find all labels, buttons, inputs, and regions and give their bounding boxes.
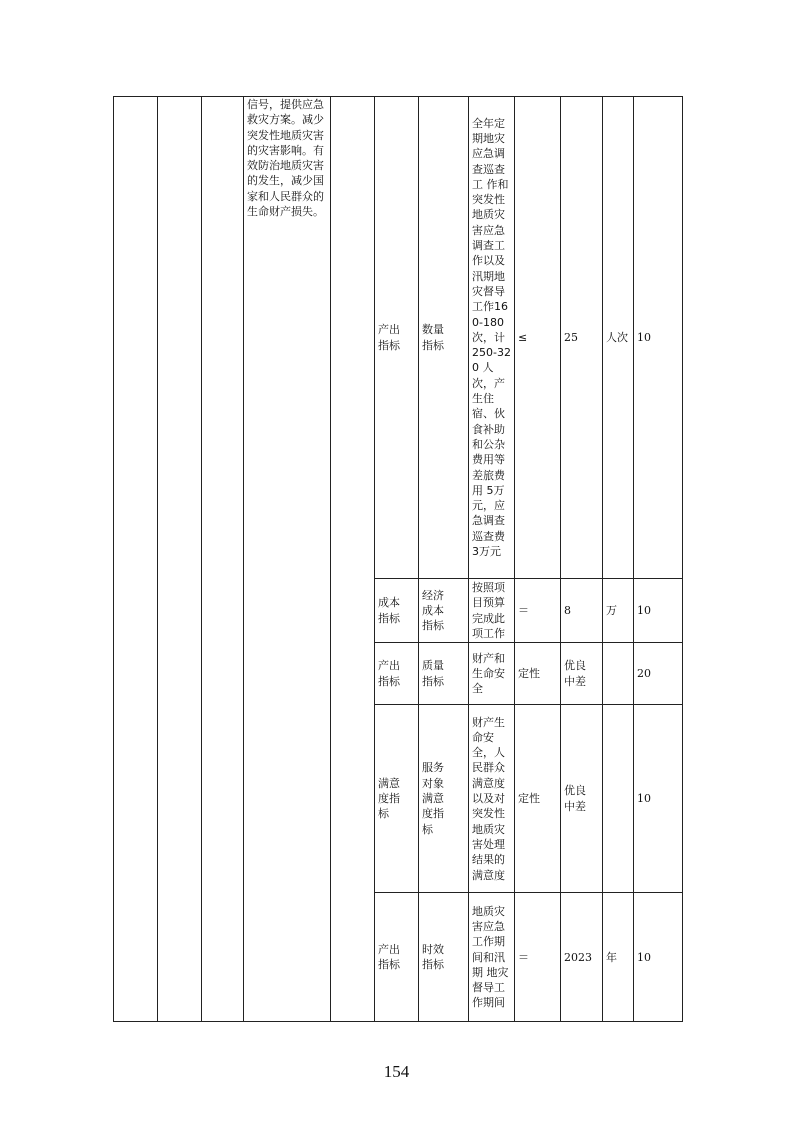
blank-cell (158, 97, 202, 1022)
unit-cell (603, 705, 634, 893)
operator-cell: 定性 (515, 643, 561, 705)
level2-indicator-cell: 质量 指标 (419, 643, 469, 705)
target-value-cell: 2023 (561, 893, 603, 1022)
indicator-content-cell: 财产和生命安全 (469, 643, 515, 705)
target-value-cell: 25 (561, 97, 603, 579)
target-value-cell: 8 (561, 579, 603, 643)
objective-description-cell (244, 97, 331, 1022)
weight-cell: 10 (634, 97, 683, 579)
level1-indicator-cell: 成本 指标 (375, 579, 419, 643)
blank-cell (331, 97, 375, 1022)
operator-cell: ＝ (515, 893, 561, 1022)
blank-cell (114, 97, 158, 1022)
unit-cell (603, 643, 634, 705)
indicator-content-cell: 地质灾害应急工作期间和汛期 地灾督导工作期间 (469, 893, 515, 1022)
performance-indicator-table (113, 96, 683, 1022)
page-number: 154 (383, 1062, 410, 1081)
operator-cell: 定性 (515, 705, 561, 893)
indicator-content-cell: 按照项目预算完成此项工作 (469, 579, 515, 643)
level2-indicator-cell: 时效 指标 (419, 893, 469, 1022)
operator-cell: ＝ (515, 579, 561, 643)
weight-cell: 10 (634, 893, 683, 1022)
level1-indicator-cell: 产出 指标 (375, 893, 419, 1022)
operator-cell: ≤ (515, 97, 561, 579)
level2-indicator-cell: 服务 对象 满意 度指 标 (419, 705, 469, 893)
weight-cell: 10 (634, 705, 683, 893)
target-value-cell: 优良 中差 (561, 643, 603, 705)
level1-indicator-cell: 产出 指标 (375, 97, 419, 579)
level2-indicator-cell: 经济 成本 指标 (419, 579, 469, 643)
blank-cell (202, 97, 244, 1022)
target-value-cell: 优良 中差 (561, 705, 603, 893)
level2-indicator-cell: 数量 指标 (419, 97, 469, 579)
unit-cell: 万 (603, 579, 634, 643)
weight-cell: 20 (634, 643, 683, 705)
unit-cell: 人次 (603, 97, 634, 579)
level1-indicator-cell: 产出 指标 (375, 643, 419, 705)
objective-description: 信号，提供应急救灾方案。减少突发性地质灾害的灾害影响。有效防治地质灾害的发生，减少国家和人民群众的生命财产损失。 (247, 98, 324, 219)
unit-cell: 年 (603, 893, 634, 1022)
indicator-content-cell: 全年定期地灾应急调查巡查工 作和突发性地质灾害应急调查工作以及汛期地灾督导工作160-180次，计250-320 人次，产生住宿、伙食补助和公杂费用等差旅费用 5万元，应急调查巡查费 3万元 (469, 97, 515, 579)
table-row (114, 97, 683, 579)
indicator-content-cell: 财产生命安全，人民群众满意度以及对突发性地质灾害处理 结果的满意度 (469, 705, 515, 893)
weight-cell: 10 (634, 579, 683, 643)
level1-indicator-cell: 满意 度指 标 (375, 705, 419, 893)
